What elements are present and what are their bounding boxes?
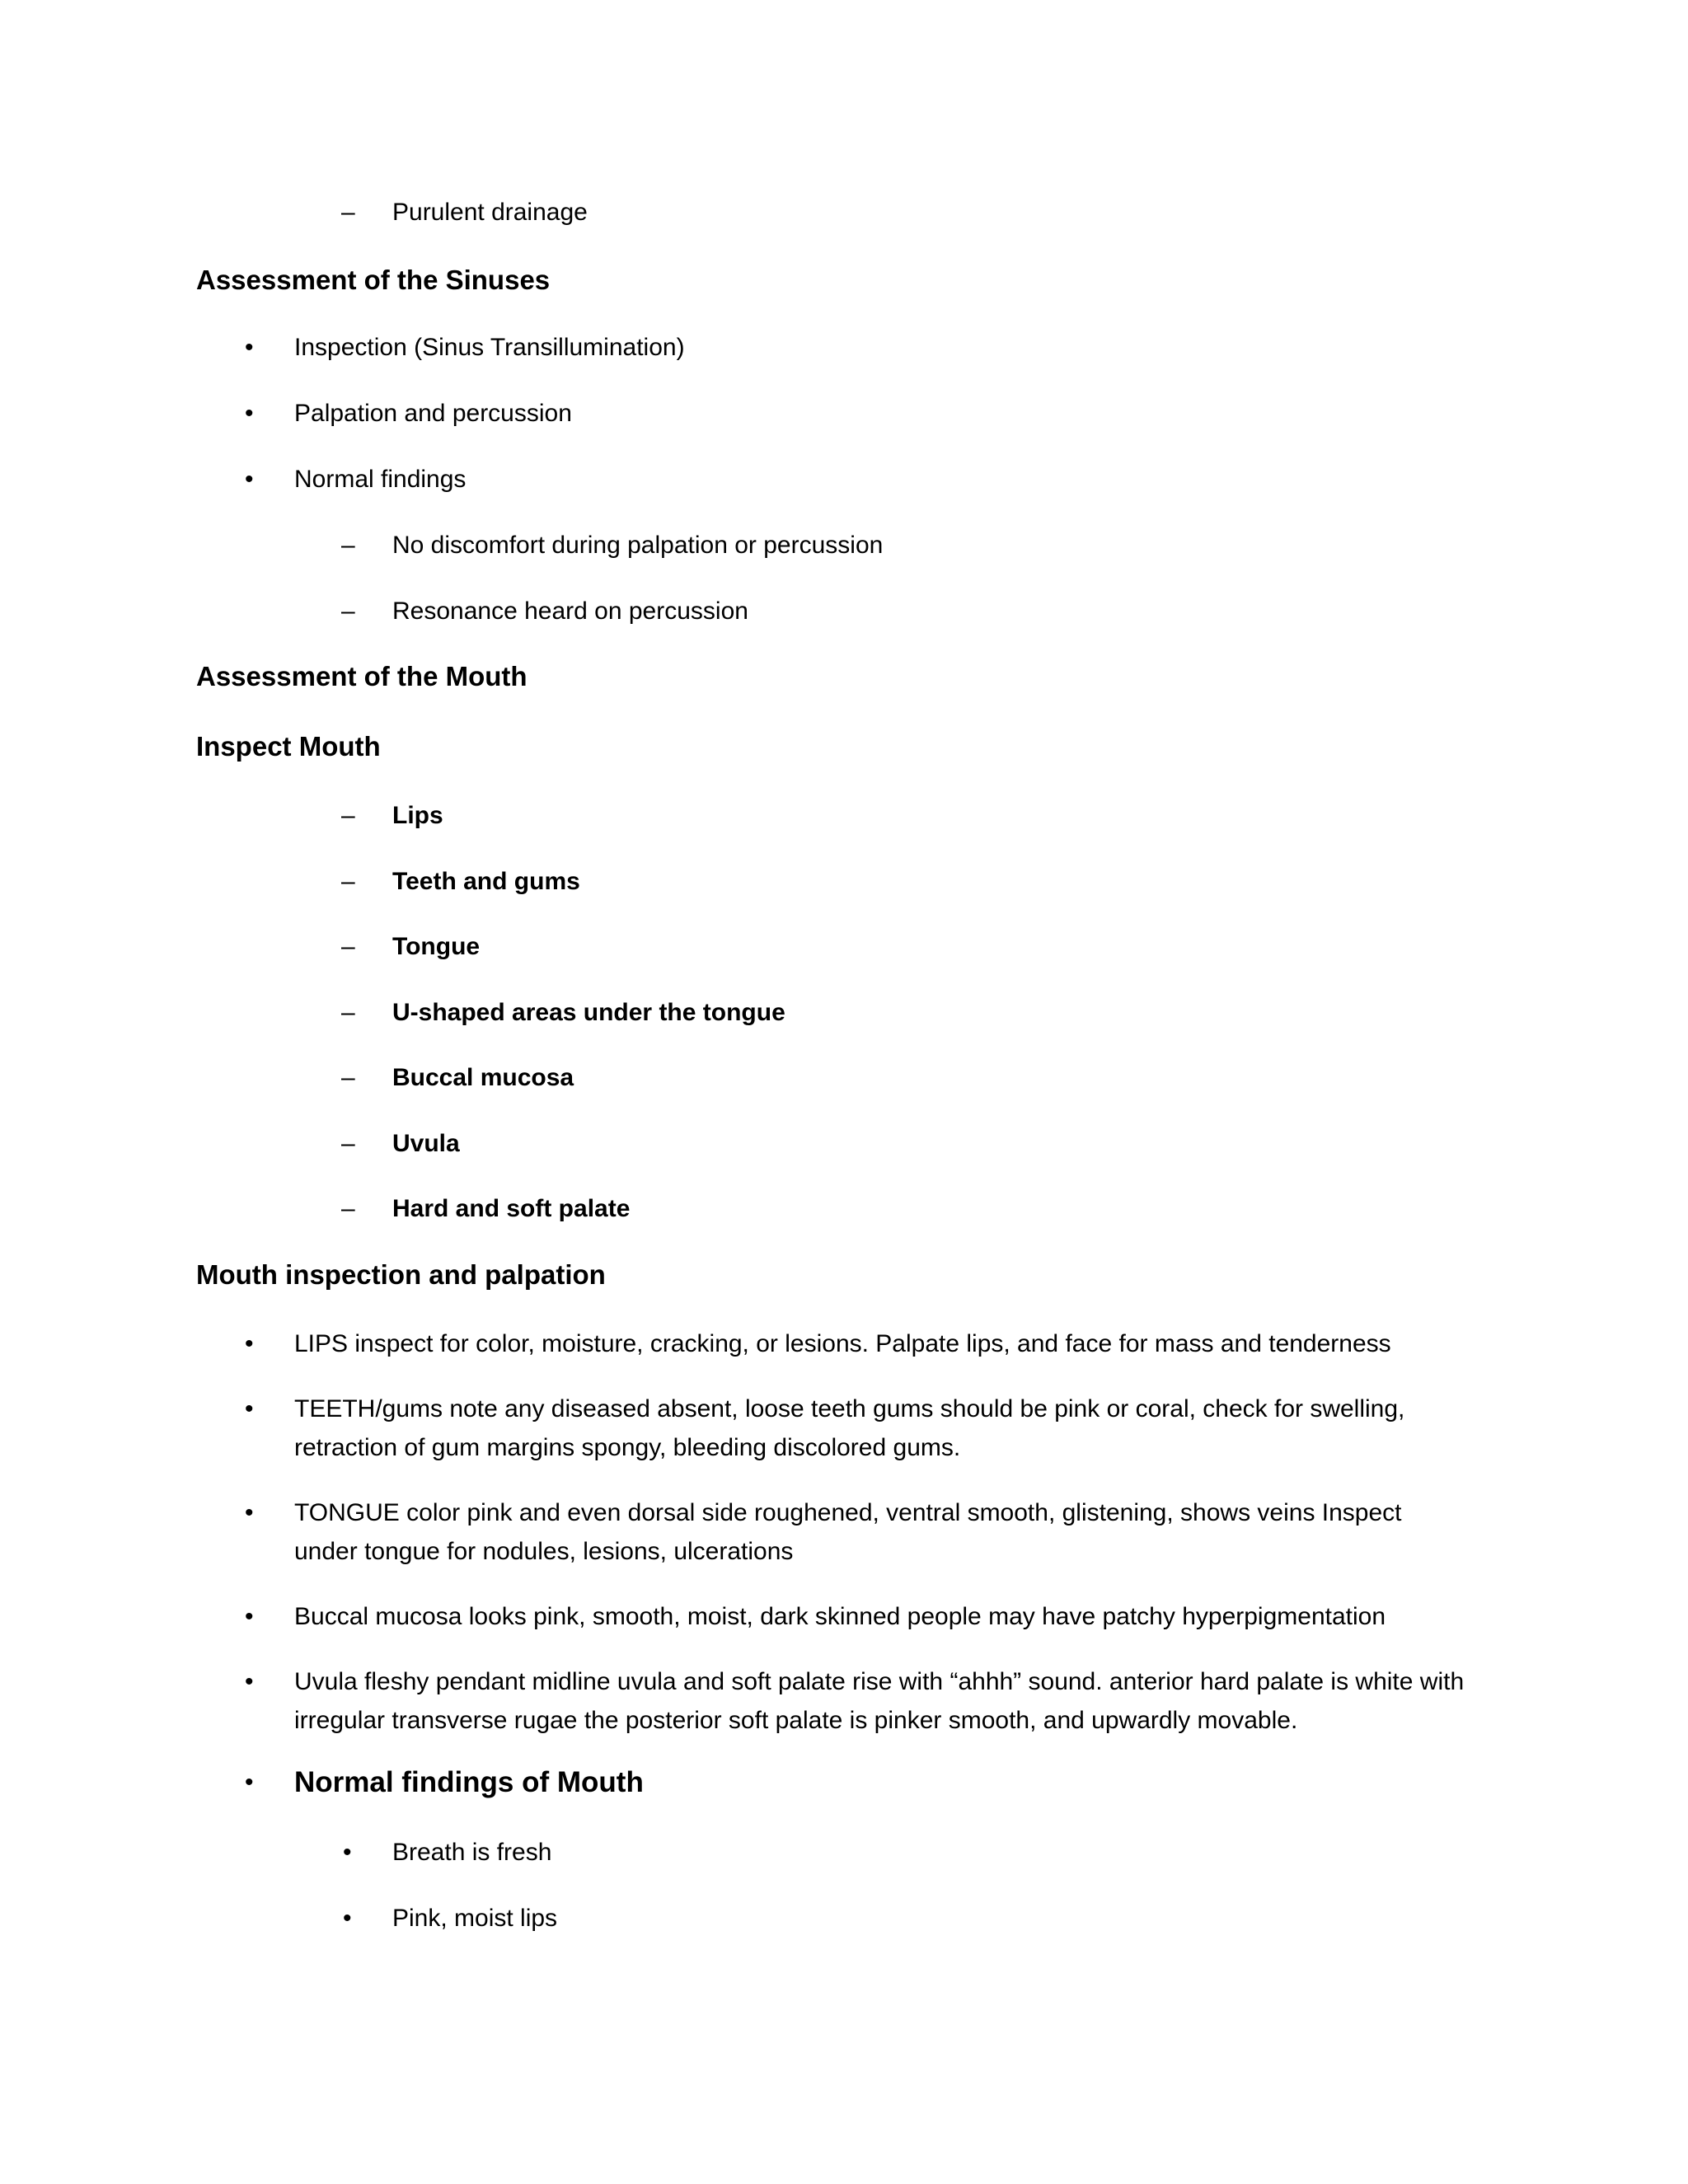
bullet-marker: • (245, 334, 254, 361)
dash-marker: – (341, 199, 355, 226)
bullet-marker: • (343, 1905, 352, 1932)
list-item: Resonance heard on percussion (392, 598, 748, 625)
list-item: Lips (392, 802, 443, 829)
dash-marker: – (341, 802, 355, 829)
section-heading-inspect-mouth: Inspect Mouth (196, 731, 381, 762)
bullet-marker: • (245, 1668, 254, 1695)
dash-marker: – (341, 1130, 355, 1157)
dash-marker: – (341, 598, 355, 625)
list-item: Teeth and gums (392, 868, 580, 895)
list-item: TEETH/gums note any diseased absent, loose teeth gums should be pink or coral, check for swelling, retraction of gum margins spongy, bleeding discolored gums. (294, 1395, 1405, 1461)
list-item: Uvula fleshy pendant midline uvula and soft palate rise with “ahhh” sound. anterior hard palate is white with irregular transverse rugae the posterior soft palate is pinker smooth, and upwardly movable. (294, 1668, 1465, 1734)
section-heading-sinuses: Assessment of the Sinuses (196, 265, 551, 295)
bullet-marker: • (343, 1839, 352, 1866)
dash-marker: – (341, 1064, 355, 1091)
section-heading-mouth: Assessment of the Mouth (196, 661, 528, 691)
list-item: Inspection (Sinus Transillumination) (294, 334, 685, 361)
list-item: Buccal mucosa looks pink, smooth, moist, dark skinned people may have patchy hyperpigmentation (294, 1603, 1386, 1630)
section-heading-mouth-palpation: Mouth inspection and palpation (196, 1259, 606, 1290)
list-item: No discomfort during palpation or percussion (392, 532, 884, 559)
list-item: Uvula (392, 1130, 460, 1157)
list-item: U-shaped areas under the tongue (392, 999, 785, 1026)
list-item: Normal findings (294, 466, 467, 493)
list-item: Breath is fresh (392, 1839, 552, 1866)
dash-marker: – (341, 933, 355, 960)
list-item: TONGUE color pink and even dorsal side roughened, ventral smooth, glistening, shows veins Inspect under tongue for nodules, lesions, ulcerations (294, 1499, 1402, 1565)
list-item: LIPS inspect for color, moisture, cracking, or lesions. Palpate lips, and face for mass and tenderness (294, 1330, 1391, 1357)
dash-marker: – (341, 532, 355, 559)
dash-marker: – (341, 999, 355, 1026)
dash-marker: – (341, 868, 355, 895)
list-item: Buccal mucosa (392, 1064, 574, 1091)
bullet-marker: • (245, 1330, 254, 1357)
list-item: Pink, moist lips (392, 1905, 558, 1932)
bullet-marker: • (245, 1769, 254, 1796)
dash-marker: – (341, 1195, 355, 1222)
bullet-marker: • (245, 400, 254, 427)
bullet-marker: • (245, 466, 254, 493)
list-item: Tongue (392, 933, 481, 960)
bullet-marker: • (245, 1603, 254, 1630)
list-item: Hard and soft palate (392, 1195, 631, 1222)
subheading-normal-findings-mouth: Normal findings of Mouth (294, 1766, 644, 1798)
bullet-marker: • (245, 1499, 254, 1526)
bullet-marker: • (245, 1395, 254, 1422)
list-item: Purulent drainage (392, 199, 588, 226)
list-item: Palpation and percussion (294, 400, 572, 427)
